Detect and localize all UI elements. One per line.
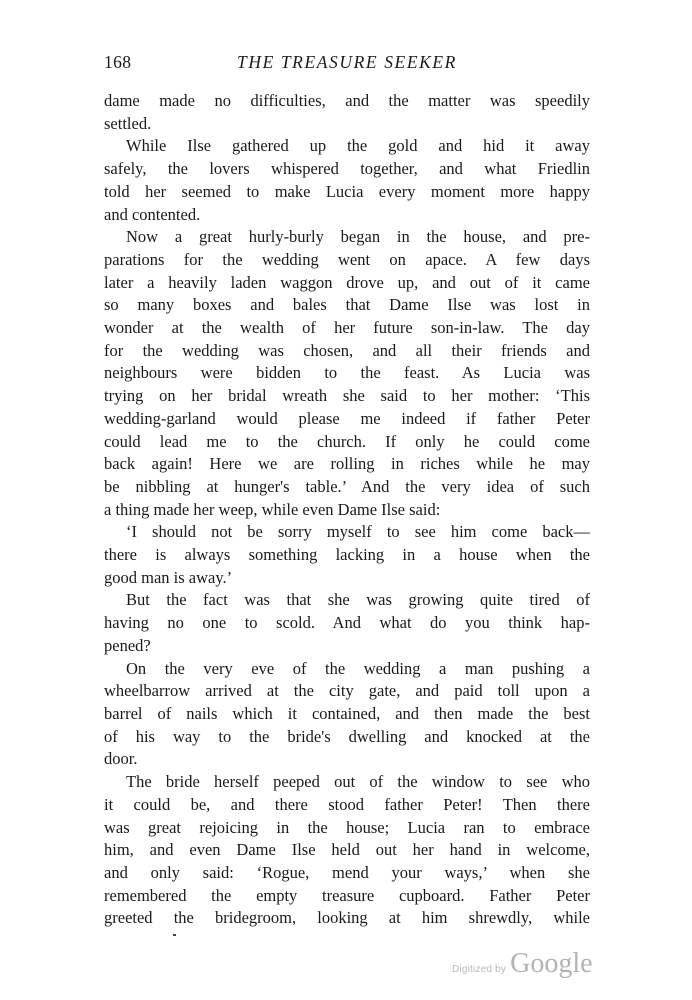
ink-speck (173, 934, 176, 936)
text-line: Now a great hurly-burly began in the house, and pre- (126, 227, 590, 247)
paragraph (104, 771, 590, 930)
watermark-prefix: Digitized by (452, 964, 507, 975)
text-line: remembered the empty treasure cupboard. Father Peter (104, 885, 590, 905)
text-line: was great rejoicing in the house; Lucia ran to embrace (104, 817, 590, 837)
text-line: it could be, and there stood father Peter! Then there (104, 794, 590, 814)
text-line: wonder at the wealth of her future son-in-law. The day (104, 318, 590, 338)
text-line: be nibbling at hunger's table.’ And the very idea of such (104, 476, 590, 496)
text-line: safely, the lovers whispered together, and what Friedlin (104, 159, 590, 179)
text-line: good man is away.’ (104, 567, 233, 587)
book-page (104, 52, 590, 930)
paragraph (104, 589, 590, 657)
google-logo: Google (510, 948, 593, 979)
text-line: having no one to scold. And what do you think hap- (104, 613, 590, 633)
page-number: 168 (104, 52, 132, 72)
page-header (104, 52, 590, 82)
text-line: While Ilse gathered up the gold and hid it away (126, 136, 590, 156)
paragraph (104, 521, 590, 589)
text-line: a thing made her weep, while even Dame Ilse said: (104, 499, 441, 519)
text-line: door. (104, 749, 138, 769)
text-line: could lead me to the church. If only he could come (104, 431, 590, 451)
text-line: so many boxes and bales that Dame Ilse was lost in (104, 295, 590, 315)
text-line: neighbours were bidden to the feast. As Lucia was (104, 363, 590, 383)
text-line: trying on her bridal wreath she said to her mother: ‘This (104, 386, 590, 406)
text-line: parations for the wedding went on apace. A few days (104, 249, 590, 269)
text-line: greeted the bridegroom, looking at him shrewdly, while (104, 908, 590, 928)
text-line: told her seemed to make Lucia every moment more happy (104, 181, 590, 201)
text-line: On the very eve of the wedding a man pushing a (126, 658, 590, 678)
paragraph (104, 90, 590, 135)
text-line: wedding-garland would please me indeed if father Peter (104, 408, 590, 428)
text-line: barrel of nails which it contained, and then made the best (104, 703, 590, 723)
text-line: wheelbarrow arrived at the city gate, and paid toll upon a (104, 681, 590, 701)
text-line: him, and even Dame Ilse held out her hand in welcome, (104, 840, 590, 860)
digitized-watermark (452, 948, 593, 982)
text-line: But the fact was that she was growing quite tired of (126, 590, 590, 610)
paragraph (104, 135, 590, 226)
text-line: back again! Here we are rolling in riches while he may (104, 454, 590, 474)
body-text (104, 90, 590, 930)
text-line: there is always something lacking in a house when the (104, 545, 590, 565)
text-line: later a heavily laden waggon drove up, and out of it came (104, 272, 590, 292)
paragraph (104, 226, 590, 521)
running-title: THE TREASURE SEEKER (237, 52, 457, 72)
text-line: for the wedding was chosen, and all their friends and (104, 340, 590, 360)
text-line: ‘I should not be sorry myself to see him come back— (126, 522, 590, 542)
text-line: pened? (104, 635, 151, 655)
text-line: The bride herself peeped out of the window to see who (126, 772, 590, 792)
text-line: settled. (104, 113, 152, 133)
text-line: of his way to the bride's dwelling and knocked at the (104, 726, 590, 746)
text-line: and only said: ‘Rogue, mend your ways,’ when she (104, 862, 590, 882)
paragraph (104, 658, 590, 772)
text-line: and contented. (104, 204, 201, 224)
text-line: dame made no difficulties, and the matter was speedily (104, 91, 590, 110)
